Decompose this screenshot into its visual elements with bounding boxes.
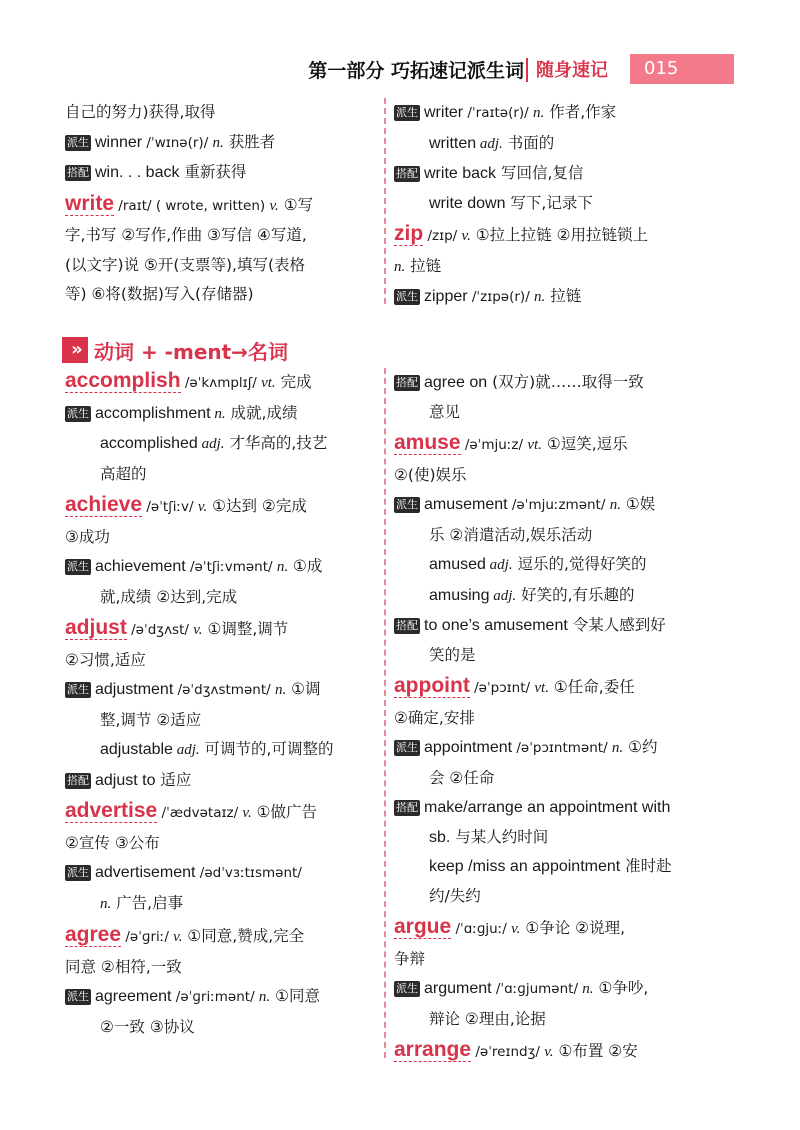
derived-tag: 派生 [396,106,418,119]
top-right-column [394,98,704,313]
entry-zipper: 派生 zipper /ˈzɪpə(r)/ n. 拉链 [396,287,582,305]
entry-zip: zip /zɪp/ v. ①拉上拉链 ②用拉链锁上 [394,222,648,245]
entry-advertisement: 派生 advertisement /ədˈvɜːtɪsmənt/ [67,864,302,881]
entry-to-ones-amusement: 搭配 to one’s amusement 令某人感到好 [396,616,666,634]
headword: agree [65,923,122,946]
headword: zip [394,222,424,245]
headword: write [65,191,115,215]
derived-tag: 派生 [67,135,89,149]
definition-line: 笑的是 [429,645,476,664]
headword: argue [394,915,452,938]
definition-line: n. 广告,启事 [100,893,184,912]
definition-line: sb. 与某人约时间 [429,827,549,846]
entry-amuse: amuse /əˈmjuːz/ vt. ①逗笑,逗乐 [394,431,628,454]
derived-tag: 派生 [396,290,418,303]
entry-adjustment: 派生 adjustment /əˈdʒʌstmənt/ n. ①调 [67,680,321,698]
definition-line: 辩论 ②理由,论据 [429,1009,546,1028]
derived-tag: 派生 [67,683,89,696]
entry-write: write /raɪt/ ( wrote, written) v. ①写 [65,191,314,215]
page-header [0,50,800,90]
definition-line: (以文字)说 ⑤开(支票等),填写(表格 [65,255,305,274]
entry-make-appointment: 搭配 make/arrange an appointment with [396,799,671,816]
double-chevron-right-icon: » [62,337,88,363]
headword: appoint [394,674,470,697]
headword: arrange [394,1038,472,1061]
definition-line: ②习惯,适应 [65,650,146,669]
derived-tag: 派生 [396,498,418,511]
left-column [65,368,370,1042]
collocation-tag: 搭配 [67,773,89,787]
definition-line: 会 ②任命 [429,768,495,787]
entry-winner: 派生 winner /ˈwɪnə(r)/ n. 获胜者 [67,132,276,151]
definition-line: 争辩 [394,949,426,968]
entry-argue: argue /ˈɑːɡjuː/ v. ①争论 ②说理, [394,915,625,938]
entry-agree-on: 搭配 agree on (双方)就……取得一致 [396,373,644,391]
definition-line: ②确定,安排 [394,708,475,727]
entry-amusing: amusing adj. 好笑的,有乐趣的 [429,585,635,604]
section-title: 动词 + -ment→名词 [94,339,288,364]
definition-line: 高超的 [100,464,147,483]
entry-arrange: arrange /əˈreɪndʒ/ v. ①布置 ②安 [394,1038,638,1061]
definition-line: 同意 ②相符,一致 [65,957,182,976]
entry-appoint: appoint /əˈpɔɪnt/ vt. ①任命,委任 [394,674,635,697]
collocation-tag: 搭配 [396,619,418,632]
definition-line: 整,调节 ②适应 [100,710,202,729]
headword: achieve [65,493,143,516]
column-divider-top [384,98,386,304]
entry-adjust: adjust /əˈdʒʌst/ v. ①调整,调节 [65,616,289,639]
header-separator [526,58,528,82]
headword: adjust [65,616,127,639]
header-tag: 随身速记 [536,60,608,81]
entry-adjust-to: 搭配 adjust to 适应 [67,770,192,789]
entry-agree: agree /əˈɡriː/ v. ①同意,赞成,完全 [65,923,305,946]
collocation-tag: 搭配 [396,801,418,814]
definition-line: 就,成绩 ②达到,完成 [100,587,238,606]
derived-tag: 派生 [67,866,89,879]
entry-writer: 派生 writer /ˈraɪtə(r)/ n. 作者,作家 [396,103,617,121]
entry-written: written adj. 书面的 [429,133,555,152]
derived-tag: 派生 [67,560,89,573]
headword: amuse [394,431,461,454]
column-divider-bottom [384,368,386,1058]
entry-appointment: 派生 appointment /əˈpɔɪntmənt/ n. ①约 [396,738,658,756]
section-heading [62,334,288,366]
entry-amusement: 派生 amusement /əˈmjuːzmənt/ n. ①娱 [396,495,656,513]
definition-line: 乐 ②消遣活动,娱乐活动 [429,525,593,544]
derived-tag: 派生 [67,406,89,420]
collocation-tag: 搭配 [396,376,418,389]
definition-line: ②一致 ③协议 [100,1017,195,1036]
definition-line: n. 拉链 [394,256,442,275]
definition-line: 等) ⑥将(数据)写入(存储器) [65,285,254,303]
entry-amused: amused adj. 逗乐的,觉得好笑的 [429,555,647,573]
top-left-column [65,98,370,310]
definition-line: ②(使)娱乐 [394,465,467,484]
entry-adjustable: adjustable adj. 可调节的,可调整的 [100,740,334,758]
definition-line: ③成功 [65,527,110,546]
entry-advertise: advertise /ˈædvətaɪz/ v. ①做广告 [65,799,318,822]
entry-win-back: 搭配 win. . . back 重新获得 [67,163,247,181]
entry-achievement: 派生 achievement /əˈtʃiːvmənt/ n. ①成 [67,557,323,575]
headword: accomplish [65,369,181,392]
entry-argument: 派生 argument /ˈɑːɡjumənt/ n. ①争吵, [396,979,649,997]
entry-accomplish: accomplish /əˈkʌmplɪʃ/ vt. 完成 [65,369,312,392]
entry-write-down: write down 写下,记录下 [429,193,593,212]
definition-line: 字,书写 ②写作,作曲 ③写信 ④写道, [65,226,307,244]
collocation-tag: 搭配 [67,166,89,179]
derived-tag: 派生 [396,982,418,995]
definition-line: 约/失约 [429,886,481,905]
entry-accomplishment: 派生 accomplishment n. 成就,成绩 [67,403,298,422]
header-title: 第一部分 巧拓速记派生词 [308,60,524,82]
entry-achieve: achieve /əˈtʃiːv/ v. ①达到 ②完成 [65,493,307,516]
entry-write-back: 搭配 write back 写回信,复信 [396,164,584,182]
entry-accomplished: accomplished adj. 才华高的,技艺 [100,434,328,452]
derived-tag: 派生 [67,990,89,1003]
continued-line: 自己的努力)获得,取得 [65,103,216,121]
collocation-tag: 搭配 [396,167,418,180]
definition-line: 意见 [429,402,461,421]
page-number: 015 [630,54,734,84]
derived-tag: 派生 [396,741,418,754]
headword: advertise [65,799,158,822]
entry-keep-appointment: keep /miss an appointment 准时赴 [429,857,672,875]
definition-line: ②宣传 ③公布 [65,833,160,852]
right-column [394,368,704,1068]
entry-agreement: 派生 agreement /əˈɡriːmənt/ n. ①同意 [67,987,320,1005]
